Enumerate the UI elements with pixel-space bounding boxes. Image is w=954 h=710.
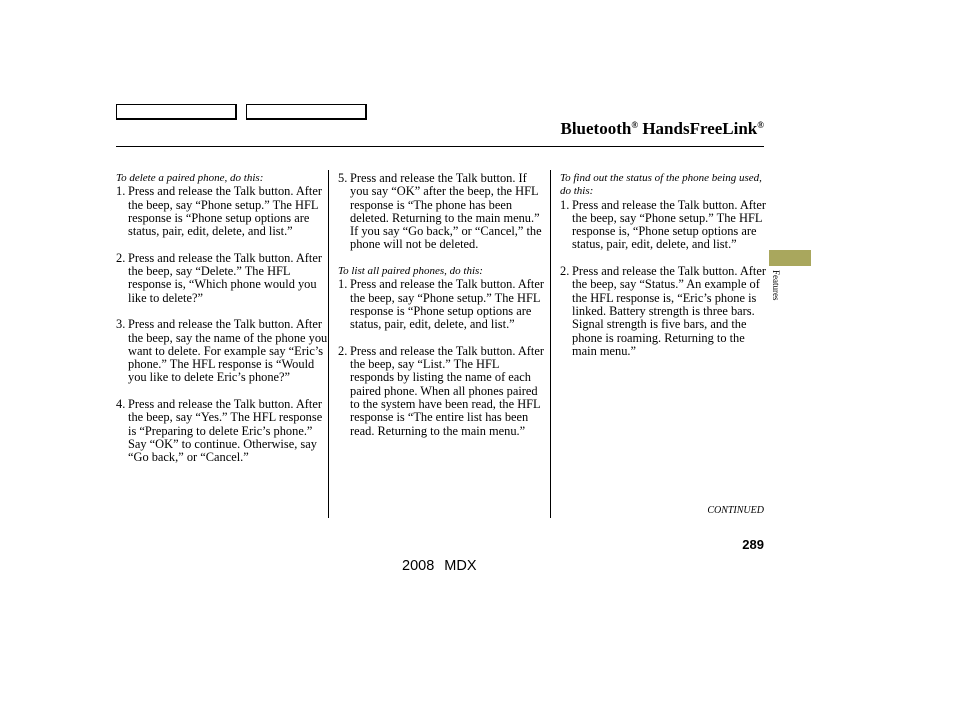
list-item: 1. Press and release the Talk button. After the beep, say “Phone setup.” The HFL response is “Phone setup options are status, pair, edit, delete, and list.” bbox=[116, 184, 323, 239]
column-divider bbox=[328, 170, 329, 518]
list-item: 4. Press and release the Talk button. After the beep, say “Yes.” The HFL response is “Preparing to delete Eric’s phone.” Say “OK” to continue. Otherwise, say “Go back,” or “Cancel.” bbox=[116, 397, 323, 465]
page-number: 289 bbox=[742, 537, 764, 552]
list-item: 2. Press and release the Talk button. After the beep, say “Delete.” The HFL response is, “Which phone would you like to delete?” bbox=[116, 250, 323, 305]
column-2 bbox=[338, 172, 546, 438]
column-1 bbox=[116, 172, 328, 465]
intro-list-phones: To list all paired phones, do this: bbox=[338, 265, 483, 278]
list-item: 5. Press and release the Talk button. If you say “OK” after the beep, the HFL response is “The phone has been deleted. Returning to the main menu.” If you say “Go back,” or “Cancel,” the phone will not be deleted. bbox=[338, 171, 542, 252]
list-item: 3. Press and release the Talk button. After the beep, say the name of the phone you want to delete. For example say “Eric’s phone.” The HFL response is “Would you like to delete Eric’s phone?” bbox=[116, 317, 328, 385]
page-title: Bluetooth® HandsFreeLink® bbox=[560, 119, 764, 138]
continued-label: CONTINUED bbox=[707, 505, 764, 516]
nav-tab-1[interactable] bbox=[116, 104, 237, 120]
column-divider bbox=[550, 170, 551, 518]
list-item: 2. Press and release the Talk button. After the beep, say “Status.” An example of the HFL response is, “Eric’s phone is linked. Battery strength is three bars. Signal strength is five bars, and the phone is roaming. Returning to the main menu.” bbox=[560, 264, 767, 358]
list-item: 2. Press and release the Talk button. After the beep, say “List.” The HFL responds by listing the name of each paired phone. When all phones paired to the system have been read, the HFL response is “The entire list has been read. Returning to the main menu.” bbox=[338, 343, 545, 438]
nav-tab-2[interactable] bbox=[246, 104, 367, 120]
section-label: Features bbox=[771, 270, 781, 301]
list-item: 1. Press and release the Talk button. After the beep, say “Phone setup.” The HFL response is “Phone setup options are status, pair, edit, delete, and list.” bbox=[338, 277, 545, 332]
title-rule bbox=[116, 146, 764, 147]
section-tab-marker bbox=[769, 250, 811, 266]
intro-phone-status: To find out the status of the phone being used, do this: bbox=[560, 172, 762, 198]
column-3 bbox=[560, 172, 766, 358]
list-item: 1. Press and release the Talk button. After the beep, say “Phone setup.” The HFL response is, “Phone setup options are status, pair, edit, delete, and list.” bbox=[560, 197, 767, 252]
model-footer: 2008 MDX bbox=[402, 558, 477, 574]
intro-delete-phone: To delete a paired phone, do this: bbox=[116, 172, 264, 184]
